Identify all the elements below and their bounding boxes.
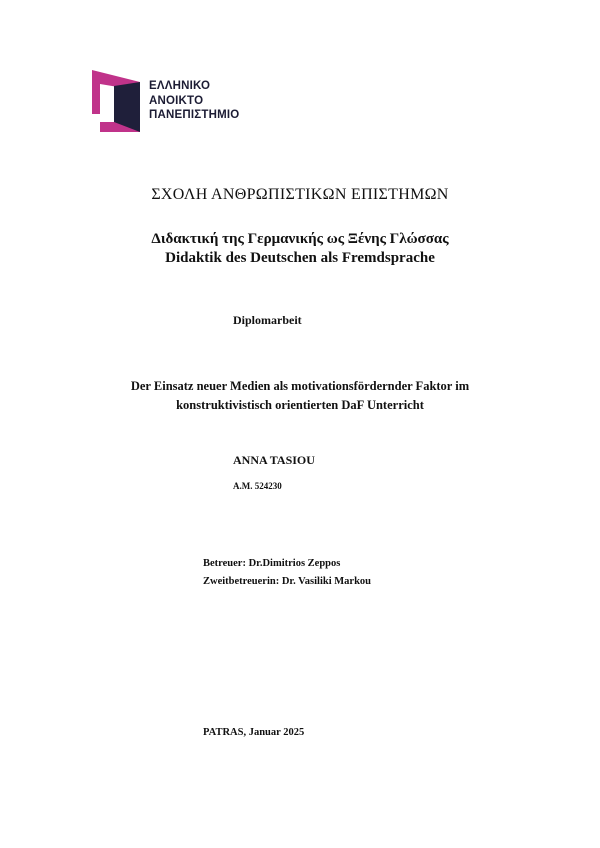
logo-line: ΠΑΝΕΠΙΣΤΗΜΙΟ (149, 109, 240, 121)
program-title-greek: Διδακτική της Γερμανικής ως Ξένης Γλώσσας (151, 231, 449, 247)
student-id: A.M. 524230 (233, 481, 282, 491)
thesis-title-line-1: Der Einsatz neuer Medien als motivationsfördernder Faktor im (130, 379, 470, 393)
logo-line: ΑΝΟΙΚΤΟ (149, 94, 204, 107)
place-date: PATRAS, Januar 2025 (203, 727, 305, 738)
document-type: Diplomarbeit (233, 313, 302, 327)
logo-wordmark (149, 79, 239, 123)
logo-line: ΕΛΛΗΝΙΚΟ (149, 80, 211, 92)
thesis-title-line-2: konstruktivistisch orientierten DaF Unterricht (176, 398, 424, 412)
university-logo (92, 70, 252, 132)
logo-mark-icon (92, 70, 148, 132)
supervisor: Betreuer: Dr.Dimitrios Zeppos (203, 558, 341, 569)
school-name: ΣΧΟΛΗ ΑΝΘΡΩΠΙΣΤΙΚΩΝ ΕΠΙΣΤΗΜΩΝ (151, 186, 449, 203)
program-title-german: Didaktik des Deutschen als Fremdsprache (165, 250, 435, 266)
second-supervisor: Zweitbetreuerin: Dr. Vasiliki Markou (203, 576, 372, 587)
author-name: ANNA TASIOU (233, 453, 315, 467)
